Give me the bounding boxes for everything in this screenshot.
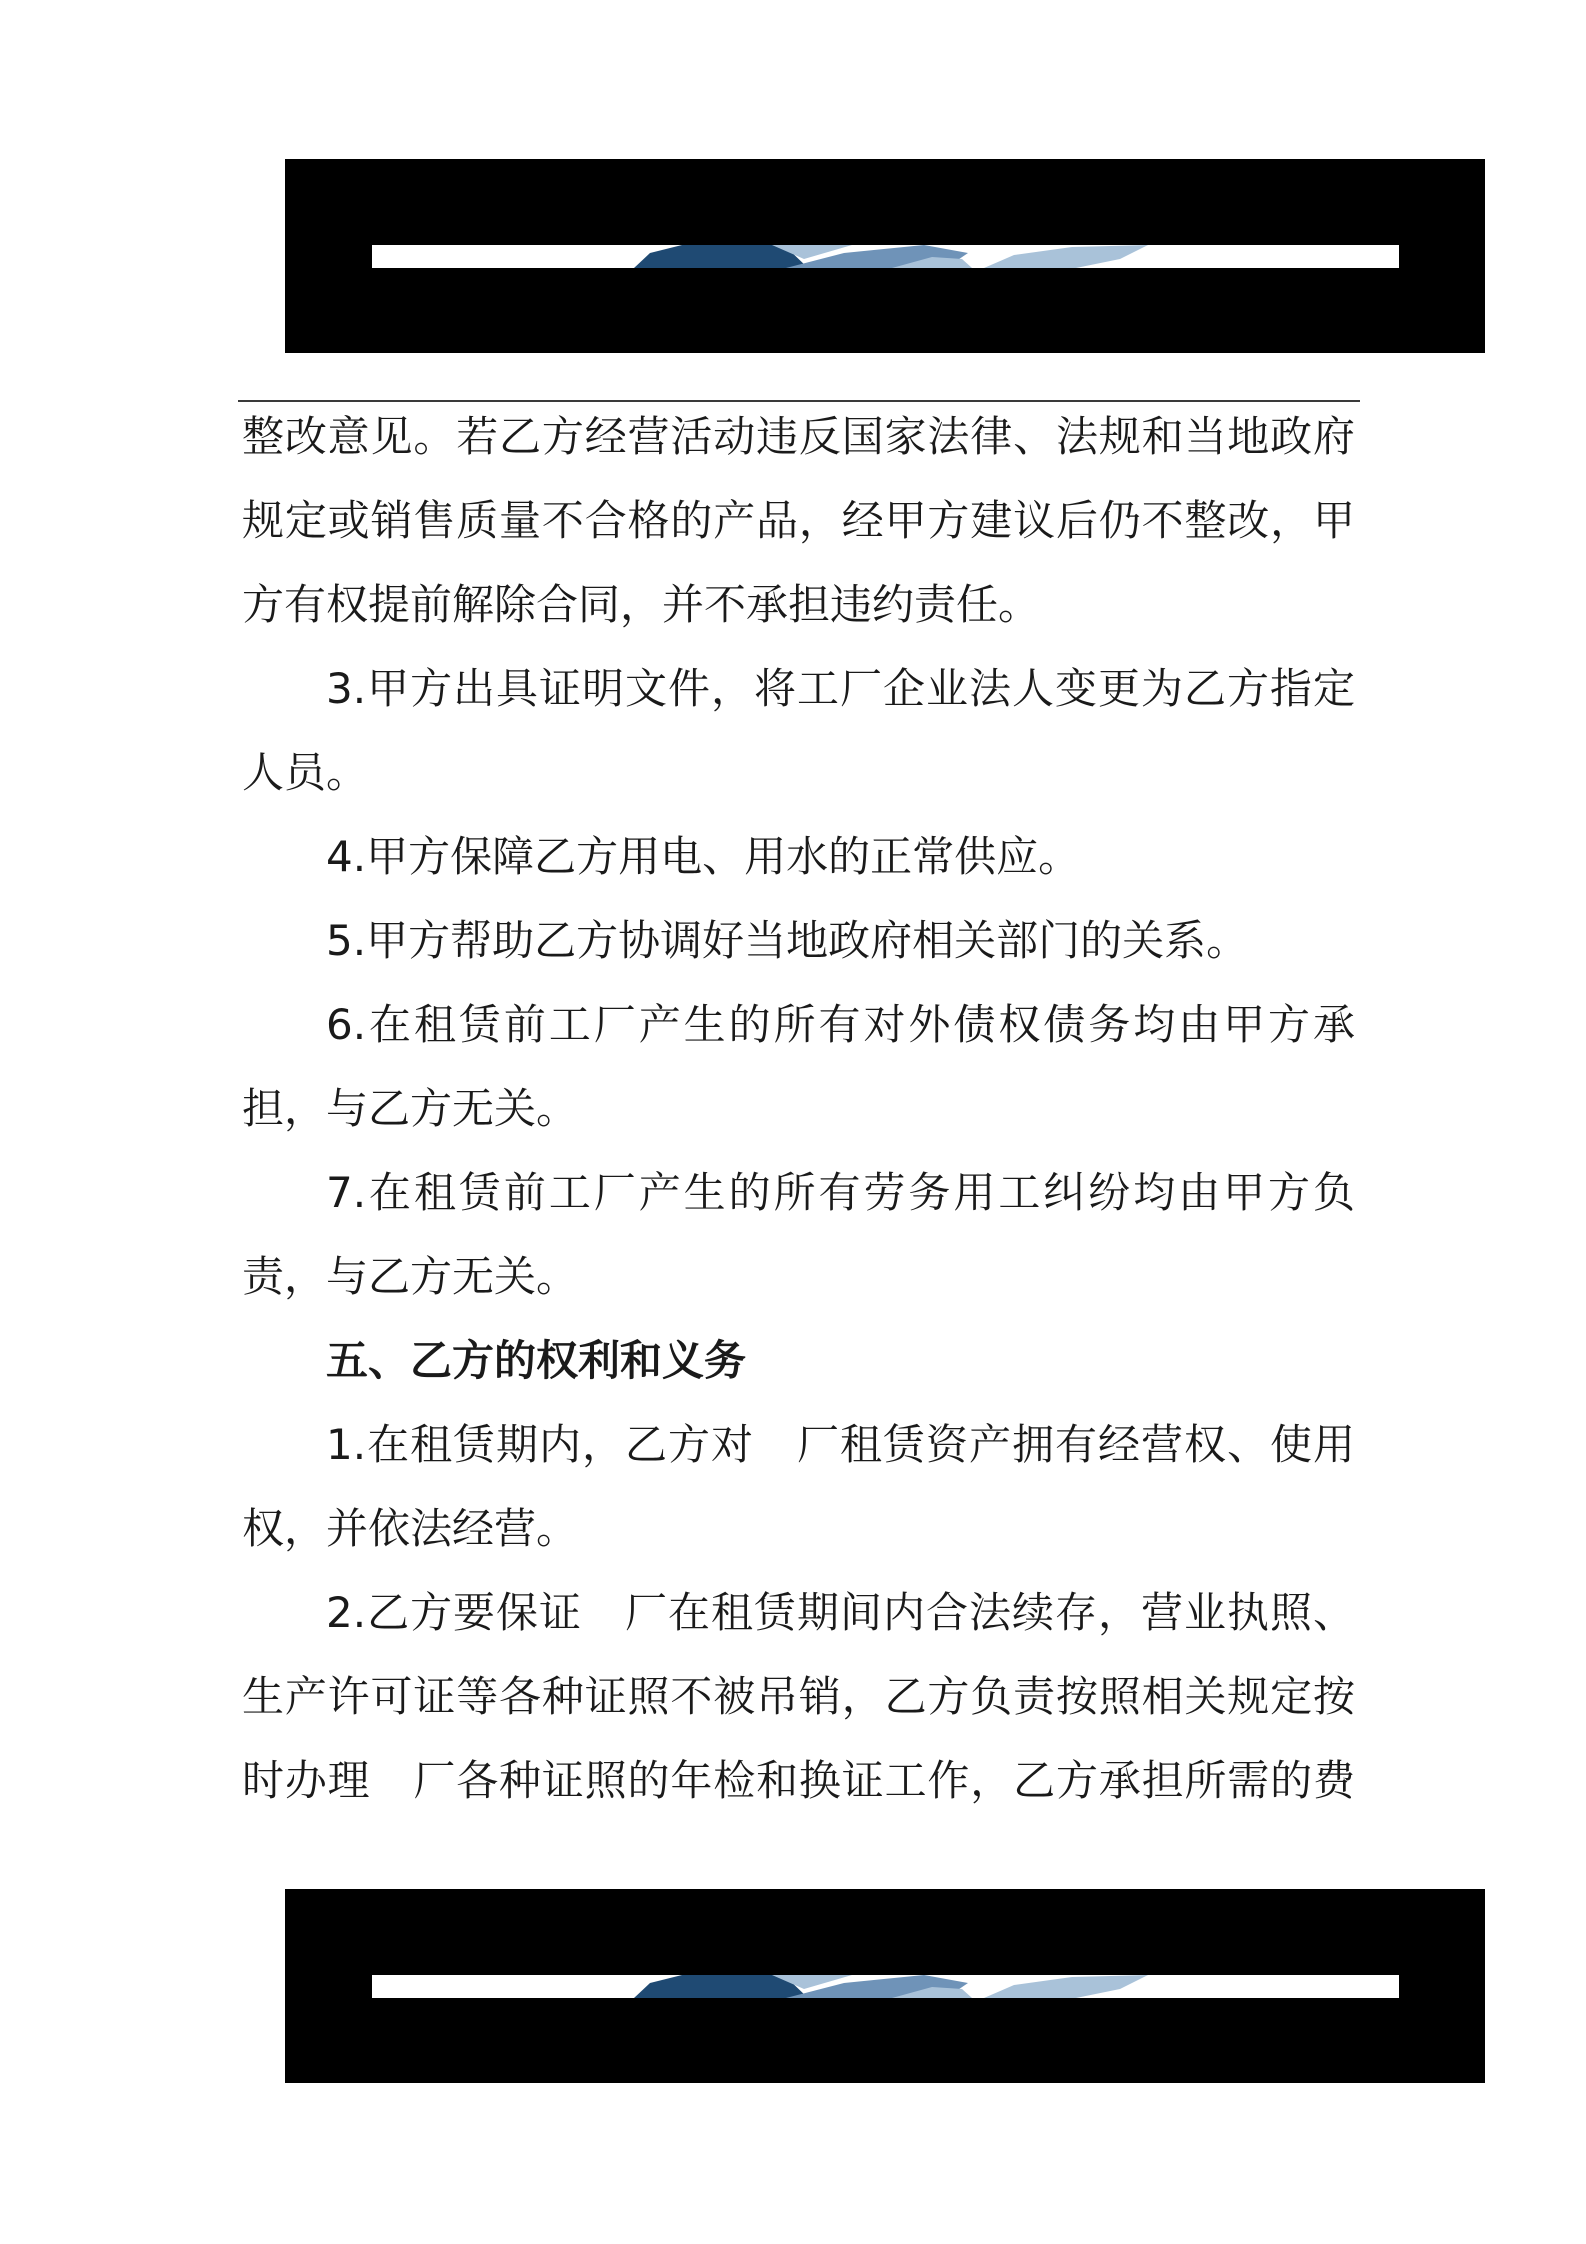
section-heading: [242, 1319, 1355, 1403]
footer-banner: [285, 1889, 1485, 2083]
header-stripe-graphic: [372, 245, 1399, 268]
text-line: 时办理 厂各种证照的年检和换证工作，乙方承担所需的费: [242, 1756, 1355, 1805]
paragraph-item-1: [242, 1403, 1355, 1571]
text-line: 2.乙方要保证 厂在租赁期间内合法续存，营业执照、: [326, 1588, 1355, 1637]
text-line: 整改意见。若乙方经营活动违反国家法律、法规和当地政府: [242, 412, 1355, 461]
paragraph-item-3: [242, 647, 1355, 815]
text-line: 权，并依法经营。: [242, 1504, 579, 1553]
text-line: 人员。: [242, 748, 369, 797]
paragraph-item-2: [242, 1571, 1355, 1823]
section-heading-text: 五、乙方的权利和义务: [326, 1336, 747, 1385]
text-line: 3.甲方出具证明文件，将工厂企业法人变更为乙方指定: [326, 664, 1355, 713]
paragraph: [242, 395, 1355, 647]
text-line: 6.在租赁前工厂产生的所有对外债权债务均由甲方承: [326, 1000, 1355, 1049]
header-decorative-stripe: [372, 245, 1399, 268]
footer-stripe-graphic: [372, 1975, 1399, 1998]
footer-decorative-stripe: [372, 1975, 1399, 1998]
paragraph-item-7: [242, 1151, 1355, 1319]
text-line: 生产许可证等各种证照不被吊销，乙方负责按照相关规定按: [242, 1672, 1355, 1721]
light-blue-wedge-right: [984, 245, 1148, 268]
text-line: 1.在租赁期内，乙方对 厂租赁资产拥有经营权、使用: [326, 1420, 1355, 1469]
paragraph-item-4: [242, 815, 1355, 899]
paragraph-item-5: [242, 899, 1355, 983]
text-line: 规定或销售质量不合格的产品，经甲方建议后仍不整改，甲: [242, 496, 1355, 545]
header-banner: [285, 159, 1485, 353]
text-line: 责，与乙方无关。: [242, 1252, 579, 1301]
paragraph-item-6: [242, 983, 1355, 1151]
text-line: 4.甲方保障乙方用电、用水的正常供应。: [326, 832, 1081, 881]
text-line: 5.甲方帮助乙方协调好当地政府相关部门的关系。: [326, 916, 1249, 965]
text-line: 7.在租赁前工厂产生的所有劳务用工纠纷均由甲方负: [326, 1168, 1355, 1217]
text-line: 方有权提前解除合同，并不承担违约责任。: [242, 580, 1041, 629]
light-blue-wedge-right: [984, 1975, 1148, 1998]
document-body: [242, 395, 1355, 1823]
text-line: 担，与乙方无关。: [242, 1084, 579, 1133]
